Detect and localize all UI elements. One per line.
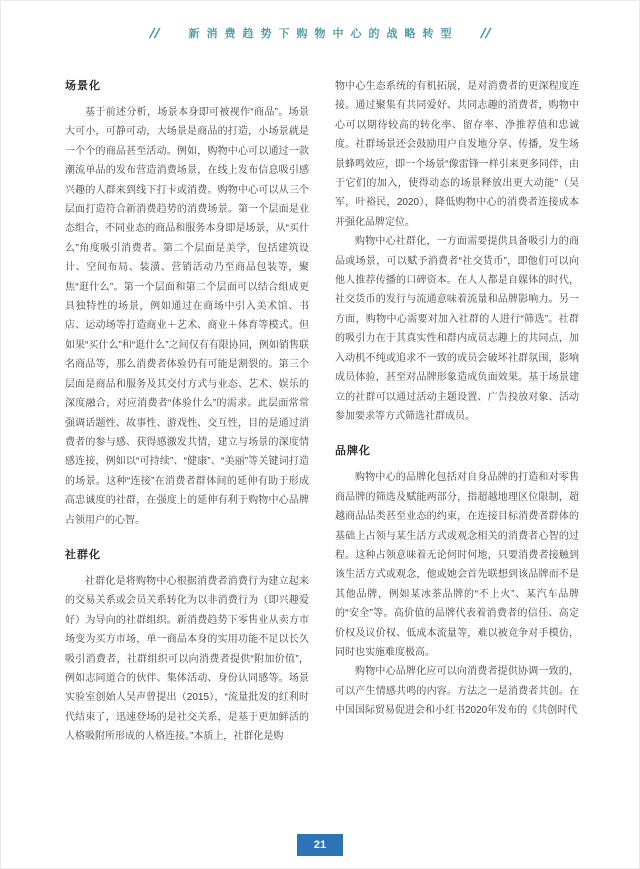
- paragraph-community-filtering: 购物中心社群化，一方面需要提供具备吸引力的商品或场景，可以赋予消费者“社交货币”，即他们可以向他人推荐传播的口碑资本。在人人都是自媒体的时代，社交货币的发行与流通意味着流量和品牌影响力。另一方面，购物中心需要对加入社群的人进行“筛选”。社群的吸引力在于其真实性和群内成员志趣上的共同点，加入动机不纯或追求不一致的成员会破坏社群氛围，影响成员体验，甚至对品牌形象造成负面效果。基于场景建立的社群可以通过活动主题设置、广告投放对象、活动参加要求等方式筛选社群成员。: [335, 236, 579, 422]
- section-heading-scenario: 场景化: [65, 80, 101, 92]
- paragraph-branding-cocreation: 购物中心品牌化应可以向消费者提供协调一致的，可以产生情感共鸣的内容。方法之一是消费者共创。在中国国际贸易促进会和小红书2020年发布的《共创时代: [335, 666, 579, 717]
- page-number-badge: 21: [297, 834, 343, 856]
- page-body: [65, 77, 579, 747]
- page-title: 新消费趋势下购物中心的战略转型: [188, 28, 459, 40]
- right-column: [335, 77, 579, 747]
- page-header: [1, 25, 639, 41]
- section-heading-community: 社群化: [65, 548, 101, 561]
- left-column: [65, 77, 309, 747]
- paragraph-community: 社群化是将购物中心根据消费者消费行为建立起来的交易关系或会员关系转化为以非消费行为（即兴趣爱好）为导向的社群组织。新消费趋势下零售业从卖方市场变为买方市场，单一商品本身的实用功能不足以长久吸引消费者，社群组织可以向消费者提供“附加价值”，例如志同道合的伙伴、集体活动、身份认同感等。场景实验室创始人吴声曾提出（2015），“流量批发的红利时代结束了，迅速登场的是社交关系，是基于更加鲜活的人格吸附所形成的人格连接。”本质上，社群化是购: [65, 575, 309, 743]
- paragraph-scenario: 基于前述分析，场景本身即可被视作“商品”。场景大可小，可静可动，大场景是商品的打造，小场景就是一个个的商品甚至活动。例如，购物中心可以通过一款潮流单品的发布营造消费场景，在线上发布信息吸引感兴趣的人群来到线下打卡或消费。购物中心可以从三个层面打造符合新消费趋势的消费场景。第一个层面是业态组合，不同业态的商品和服务本身即是场景，从“买什么”角度吸引消费者。第二个层面是美学，包括建筑设计、空间布局、装潢、营销活动乃至商品包装等，聚焦“逛什么”。第一个层面和第二个层面可以结合组成更具独特性的场景，例如通过在商场中引入美术馆、书店、运动场等打造商业＋艺术、商业＋体育等模式。但如果“买什么”和“逛什么”之间仅有有限协同，例如销售联名商品等，那么消费者体验仍有可能是割裂的。第三个层面是商品和服务及其交付方式与业态、艺术、娱乐的深度融合，对应消费者“体验什么”的需求。此层面常常强调话题性、故事性、游戏性、交互性，目的是通过消费者的参与感、获得感激发共情，建立与场景的深度情感连接，例如以“可持续”、“健康”、“美丽”等关键词打造的场景。这种“连接”在消费者群体间的延伸有助于形成高忠诚度的社群，在强度上的延伸有利于购物中心品牌占领用户的心智。: [65, 107, 309, 526]
- paragraph-branding: 购物中心的品牌化包括对自身品牌的打造和对零售商品牌的筛选及赋能两部分，指超越地理区位限制，超越商品品类甚至业态的约束，在连接目标消费者群体的基础上占领与某生活方式或观念相关的消费者心智的过程。这种占领意味着无论何时何地，只要消费者接触到该生活方式或观念，他或她会首先联想到该品牌而不是其他品牌，例如某冰茶品牌的“不上火”、某汽车品牌的“安全”等。高价值的品牌代表着消费者的信任、高定价权及议价权、低成本流量等，难以被竞争对手模仿，同时也实施难度极高。: [335, 472, 579, 658]
- paragraph-community-continued: 物中心生态系统的有机拓展，是对消费者的更深程度连接。通过聚集有共同爱好、共同志趣的消费者，购物中心可以期待较高的转化率、留存率、净推荐值和忠诚度。社群场景还会鼓励用户自发地分享、传播，发生场景蜂鸣效应，即一个场景“像雷锋一样引来更多同伴，由于它们的加入，使得动态的场景释放出更大动能”（吴军，叶裕民，2020），降低购物中心的消费者连接成本并强化品牌定位。: [335, 81, 579, 228]
- slash-decor-right-icon: //: [479, 25, 492, 41]
- page-footer: [1, 834, 639, 856]
- section-heading-branding: 品牌化: [335, 445, 371, 458]
- slash-decor-left-icon: //: [148, 25, 161, 41]
